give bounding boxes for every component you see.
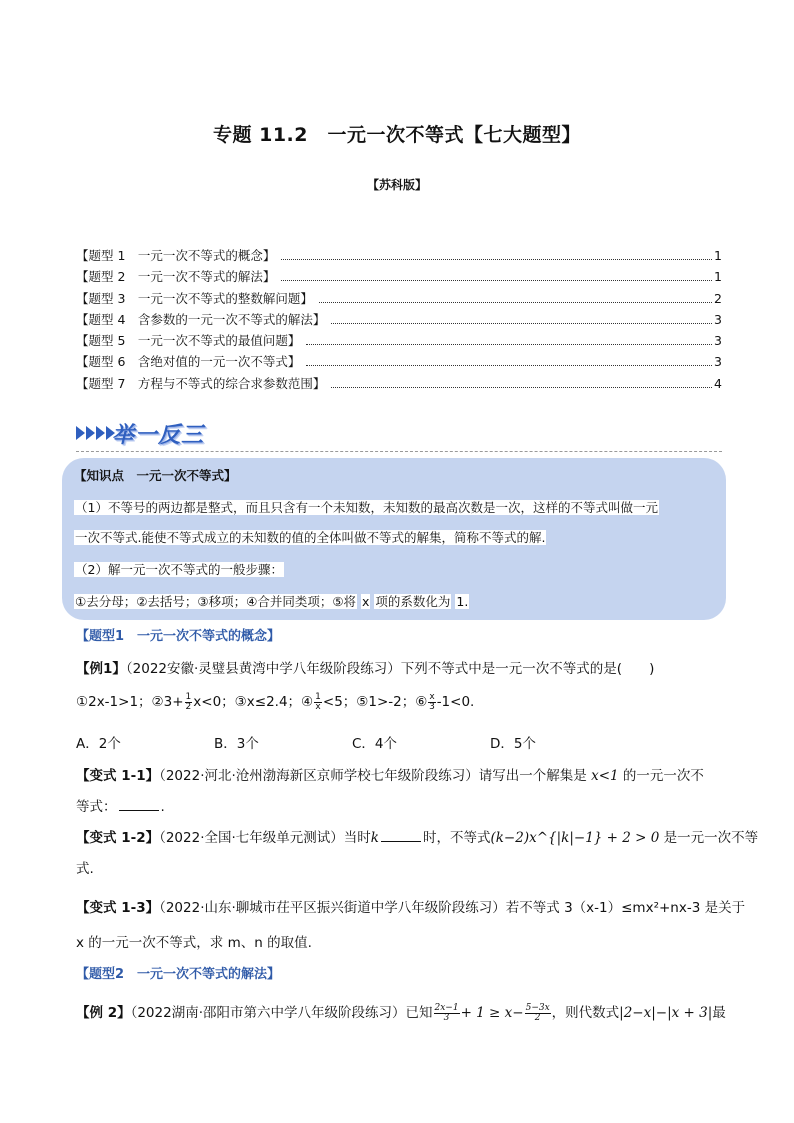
toc-item-page: 3	[714, 354, 722, 370]
example-2: 【例 2】（2022湖南·邵阳市第六中学八年级阶段练习）已知 $\frac{2x-1}{3}$ + 1 ≥ x− $\frac{5-3x}{2}$ ，则代数式|2−x|−|x + 3|最	[76, 1002, 726, 1023]
variant-1-2-line2: 式.	[76, 861, 94, 877]
toc-item[interactable]	[76, 352, 722, 373]
choice-b[interactable]: B．3个	[214, 736, 259, 752]
answer-blank[interactable]	[381, 829, 421, 842]
variant-1-2: 【变式 1-2】（2022·全国·七年级单元测试）当时k 时，不等式(k−2)x^{|k|−1} + 2 > 0 是一元一次不等	[76, 830, 759, 846]
choice-c[interactable]: C．4个	[352, 736, 398, 752]
example-1: 【例1】（2022安徽·灵璧县黄湾中学八年级阶段练习）下列不等式中是一元一次不等式的是( )	[76, 661, 655, 677]
variant-1-3-line2: x 的一元一次不等式，求 m、n 的取值.	[76, 935, 312, 951]
page-subtitle: 【苏科版】	[366, 178, 427, 192]
toc-item-page: 3	[714, 311, 722, 327]
choice-d[interactable]: D．5个	[490, 736, 536, 752]
section-banner	[76, 420, 276, 450]
knowledge-text: （2）解一元一次不等式的一般步骤：	[75, 562, 283, 577]
knowledge-box	[62, 458, 726, 620]
answer-blank[interactable]	[119, 798, 159, 811]
knowledge-heading: 【知识点 一元一次不等式】	[74, 468, 237, 483]
toc-item[interactable]	[76, 374, 722, 395]
toc-item[interactable]	[76, 267, 722, 288]
toc-item[interactable]	[76, 246, 722, 267]
table-of-contents	[76, 246, 722, 395]
page-title: 专题 11.2 一元一次不等式【七大题型】	[213, 124, 581, 146]
arrows-icon	[76, 426, 115, 440]
section-heading: 【题型2 一元一次不等式的解法】	[76, 967, 281, 982]
toc-item-label: 【题型 4 含参数的一元一次不等式的解法】	[76, 311, 326, 327]
toc-item-label: 【题型 1 一元一次不等式的概念】	[76, 248, 276, 263]
toc-item-label: 【题型 6 含绝对值的一元一次不等式】	[76, 354, 301, 370]
toc-item[interactable]	[76, 331, 722, 352]
toc-item[interactable]	[76, 289, 722, 310]
toc-leader-dots	[281, 280, 712, 281]
divider	[76, 451, 722, 452]
toc-leader-dots	[281, 259, 712, 260]
toc-item-page: 3	[714, 333, 722, 349]
variant-1-3: 【变式 1-3】（2022·山东·聊城市茌平区振兴街道中学八年级阶段练习）若不等式 3（x-1）≤mx²+nx-3 是关于	[76, 900, 746, 916]
choice-a[interactable]: A．2个	[76, 736, 121, 752]
toc-leader-dots	[306, 344, 712, 345]
toc-leader-dots	[319, 302, 712, 303]
toc-leader-dots	[331, 387, 712, 388]
answer-choices	[76, 732, 628, 752]
toc-item[interactable]	[76, 310, 722, 331]
knowledge-text: （1）不等号的两边都是整式，而且只含有一个未知数，未知数的最高次数是一次，这样的不等式叫做一元	[75, 500, 658, 515]
variant-1-1-line2: 等式： .	[76, 799, 165, 815]
toc-item-label: 【题型 5 一元一次不等式的最值问题】	[76, 333, 301, 349]
knowledge-text: ①去分母；②去括号；③移项；④合并同类项；⑤将 x 项的系数化为 1.	[75, 594, 469, 609]
variant-1-1: 【变式 1-1】（2022·河北·沧州渤海新区京师学校七年级阶段练习）请写出一个解集是 x<1 的一元一次不	[76, 768, 704, 784]
toc-item-label: 【题型 7 方程与不等式的综合求参数范围】	[76, 375, 326, 391]
banner-title: 举一反三	[112, 423, 205, 448]
toc-leader-dots	[331, 323, 712, 324]
toc-item-page: 2	[714, 290, 722, 306]
toc-item-page: 1	[714, 269, 722, 285]
toc-item-page: 1	[714, 248, 722, 263]
knowledge-text: 一次不等式.能使不等式成立的未知数的值的全体叫做不等式的解集，简称不等式的解.	[75, 530, 546, 545]
toc-item-page: 4	[714, 375, 722, 391]
example-1-items: ①2x-1>1；②3+ $\frac{1}{2}$ x<0；③x≤2.4；④ $\frac{1}{x}$ <5；⑤1>-2；⑥ $\frac{x}{3}$ -1<0.	[76, 691, 475, 712]
toc-item-label: 【题型 3 一元一次不等式的整数解问题】	[76, 290, 313, 306]
toc-leader-dots	[306, 365, 712, 366]
toc-item-label: 【题型 2 一元一次不等式的解法】	[76, 269, 276, 285]
section-heading: 【题型1 一元一次不等式的概念】	[76, 629, 281, 644]
